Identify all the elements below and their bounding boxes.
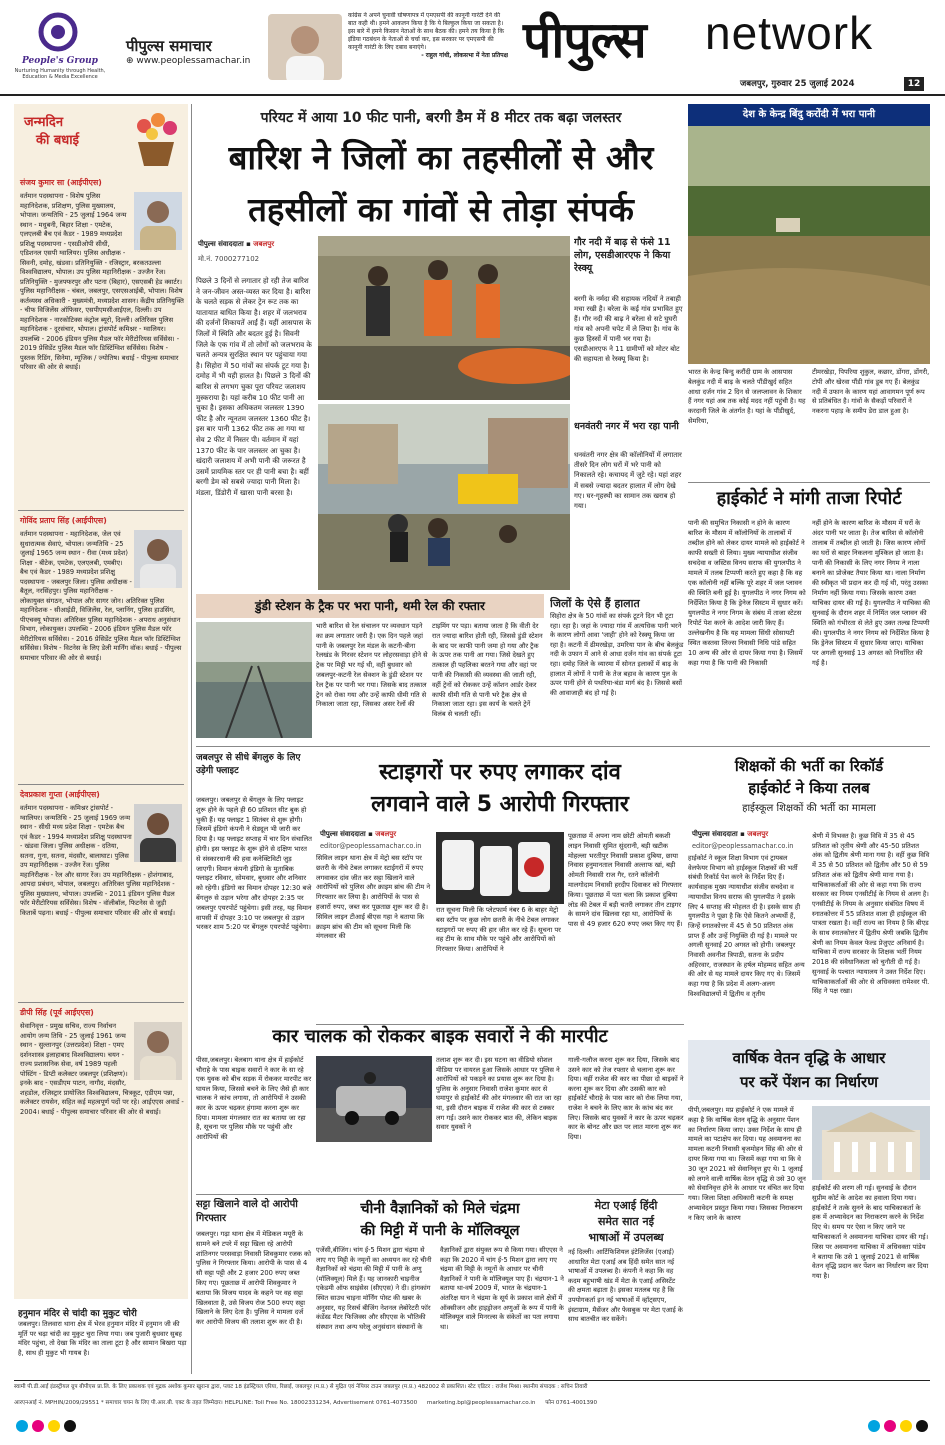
lead-byline-city: जबलपुर <box>253 240 275 248</box>
website-url[interactable]: www.peoplessamachar.in <box>136 56 251 66</box>
center-photo-caption-left: भारत के केन्द्र बिन्दु करौंदी ग्राम के आसपास बेलकुंड नदी में बाढ़ के चलते पौंडीखुर्द सहित आधा दर्जन गांव 2 दिन से जलप्लावन के शिकार हैं नगर यहां अब तक कोई मदद नहीं पहुंची है। यह करदानी जिले के अंतर्गत है। यहां के पौंडीखुर्द, सेमरिया, <box>688 368 806 425</box>
birthday-divider <box>18 1002 184 1003</box>
lead-kicker: परियट में आया 10 फीट पानी, बरगी डैम में 8 मीटर तक बढ़ा जलस्तर <box>260 110 622 126</box>
villages-text: सिहोरा क्षेत्र के 50 गांवों का संपर्क टूटने दिन भी टूटा रहा। रहा है। जहां के ज्यादा गांव में अत्यधिक पानी भरने के कारण लोगों आवा 'जाही' होने को रेस्क्यू किया जा रहा है। कटनी में ढीमरखेड़ा, उमरिया पान के बीच बेलकुंड नदी के उफान में आने से आधा दर्जन गांव का संपर्क टूटा रहा। दमोह जिले के व्यारमा में सोनत इलाकों में बाढ़ के हालात में लोगों ने पानी के तेज बहाव के कारण पुल के ऊपर पानी होने से पथरिया-बंडा मार्ग बंद है। जिससे बसों की आवाजाही बंद हो गई है। <box>550 612 684 697</box>
birthday-person1-body: वर्तमान पदस्थापना - विशेष पुलिस महानिदेशक, प्रशिक्षण, पुलिस मुख्यालय, भोपाल। जन्मतिथि - 25 जुलाई 1964 जन्म स्थान - मधुबनी, बिहार शिक्षा - एमटेक, एलएलबी बैच एवं कैडर - 1989 मध्यप्रदेश प्रशिक्षु पदस्थापना - एसडीओपी सीधी, एडिशनल एसपी ग्वालियर। पुलिस अधीक्षक - सिवनी, दमोह, खंडवा। प्रतिनियुक्ति - रजिस्ट्रार, बरकतउल्ला विश्वविद्यालय, भोपाल। उप पुलिस महानिरीक्षक - उज्जैन रेंज। प्रतिनियुक्ति - मुजफ्फरपुर और पटना (बिहार), एसएसबी हेड क्वार्टर। पुलिस महानिरीक्षक - चंबल, जबलपुर, एसएसआईबी, भोपाल। विशेष कर्तव्यस्थ अधिकारी - मुख्यमंत्री, मध्यप्रदेश शासन। केंद्रीय प्रतिनियुक्ति - चीफ विजिलेंस ऑफिसर, एसपीएमसीआईएल, दिल्ली। उप महानिदेशक - नारकोटिक्स कंट्रोल ब्यूरो, दिल्ली। अतिरिक्त पुलिस महानिदेशक - दूरसंचार, भोपाल। ट्रांसपोर्ट कमिश्नर - ग्वालियर। उपलब्धि - 2006 इंडियन पुलिस मैडल फॉर मेरीटोरियस सर्विसेस। - 2019 प्रेसिडेंट पुलिस मैडल फॉर डिस्टिंग्विश सर्विसेस। विशेष - पुस्तक रिडिंग, सिनेमा, म्यूजिक / ज्योतिष। बधाई - पीपुल्स समाचार परिवार की ओर से बधाई। <box>20 192 184 371</box>
birthday-person1-text <box>20 192 184 508</box>
brand-main: पीपुल्स <box>523 11 646 69</box>
teachers-byline-city: जबलपुर <box>747 830 769 838</box>
biker-col2: तलाश शुरू कर दी। इस घटना का वीडियो सोशल मीडिया पर वायरल हुआ जिसके आधार पर पुलिस ने आरोपियों को पकड़ने का प्रयास शुरू कर दिया है। पुलिस के अनुसार निवासी राजेश कुमार कार से घमापुर से हाईकोर्ट की ओर मंगलवार की रात जा रहा था, इसी दौरान बाइक में राजेश की कार से टक्कर लग गई। उसने कार रोककर बात की, लेकिन बाइक सवार युवकों ने <box>436 1056 562 1132</box>
villages-headline: जिलों के ऐसे हैं हालात <box>550 597 640 610</box>
satta-headline: सट्टा खिलाने वाले दो आरोपी गिरफ्तार <box>196 1199 298 1224</box>
footer-imprint: स्वामी पी.डी.आई इंडस्ट्रीयल ग्रुप बीपीएस प्रा.लि. के लिए प्रकाशक एवं मुद्रक अशोक कुमार खुराना द्वारा, प्लाट 18 इंडस्ट्रियल एरिया, रिछाई, जबलपुर (म.प्र.) से मुद्रित एवं नेपियर टाउन जबलपुर (म.प्र.) 482002 से प्रकाशित। स्टेट एडिटर : राजेश मिश्रा। स्थानीय संपादक : सचिन तिवारी <box>14 1384 588 1390</box>
birthday-header <box>24 112 124 162</box>
teachers-headline-line2: हाईकोर्ट ने किया तलब <box>748 779 870 797</box>
birthday-person3-text <box>20 804 184 1000</box>
railway-track-photo <box>196 622 312 738</box>
footer-divider <box>14 1380 930 1381</box>
satta-text: जबलपुर। गढ़ा थाना क्षेत्र में मेडिकल मयूरी के सामने बने टपरे में सट्टा खिला रहे आरोपी शांतिनगर परसवाड़ा निवासी शिवकुमार रजक को पुलिस ने गिरफ्तार किया। आरोपी के पास से 4 सौ सट्टा पट्टी और 2 हजार 200 रुपए जब्त किए गए। पूछताछ में आरोपी शिवकुमार ने बताया कि विजय यादव के कहने पर वह सट्टा खिलवाता है, उसे विजय रोज 500 रुपए सट्टा खिलाने के लिए देता है। पुलिस ने मामला दर्ज कर आरोपी विजय की तलाश शुरू कर दी है। <box>196 1230 311 1327</box>
railway-headline: डुंडी स्टेशन के ट्रैक पर भरा पानी, थमी रेल की रफ्तार <box>255 599 485 613</box>
moon-col2: वैज्ञानिकों द्वारा संयुक्त रूप से किया गया। सीएएस ने कहा कि 2020 में चांग ई-5 मिशन द्वारा लाए गए चंद्रमा की मिट्टी के नमूनों के आधार पर चीनी वैज्ञानिकों ने पानी के मॉलिक्यूल पाए हैं। चंद्रयान-1 ने बताया था-वर्ष 2009 में, भारत के चंद्रयान-1 अंतरिक्ष यान ने चंद्रमा के सूर्य के प्रकाश वाले क्षेत्रों में ऑक्सीजन और हाइड्रोजन अणुओं के रूप में पानी के मॉलिक्यूल वाले मिनरल्स के संकेतों का पता लगाया था। <box>440 1246 564 1331</box>
group-tagline: Nurturing Humanity through Health, Education & Media Excellence <box>14 68 106 80</box>
birthday-person2-text <box>20 530 184 782</box>
birthday-header-line1: जन्मदिन <box>24 115 64 130</box>
center-photo-title: देश के केन्द्र बिंदु करोंदी में भरा पानी <box>742 109 876 120</box>
flower-basket-icon <box>130 110 182 170</box>
betting-byline-org: पीपुल्स संवाददाता <box>320 830 366 838</box>
dateline: जबलपुर, गुरुवार 25 जुलाई 2024 <box>740 79 855 89</box>
registration-marks <box>14 1418 930 1434</box>
birthday-divider <box>18 510 184 511</box>
biker-headline: कार चालक को रोककर बाइक सवारों ने की मारपीट <box>272 1026 608 1047</box>
teachers-col1: हाईकोर्ट ने स्कूल शिक्षा विभाग एवं ट्रायबल वेलफेयर विभाग को हाईस्कूल शिक्षकों की भर्ती संबंधी रिकॉर्ड पेश करने के निर्देश दिए हैं। कार्यवाहक मुख्य न्यायाधीश संजीव सचदेवा व न्यायाधीश विनय सराफ की युगलपीठ ने इसके लिए 4 सप्ताह की मोहलत दी है। इसके साथ ही युगलपीठ ने पूछा है कि ऐसे कितने अभ्यर्थी हैं, जिन्हें स्नातकोत्तर में 45 से 50 प्रतिशत अंक प्राप्त हैं और उन्हें नियुक्ति दी गई है। मामले पर अगली सुनवाई 20 अगस्त को होगी। जबलपुर निवासी अवनीश त्रिपाठी, सतना के प्रदीप अहिरवार, राजस्थान के हर्षल मोहम्मद सहित अन्य की ओर से यह मामले दायर किए गए थे। जिसमें कहा गया है कि प्रदेश में अलग-अलग विश्वविद्यालयों में द्वितीय व तृतीय <box>688 854 805 998</box>
betting-col2: रात सूचना मिली कि प्लेटफार्म नंबर 6 के बाहर मेट्रो बस स्टॉप पर कुछ लोग छतरी के नीचे टेबल लगाकर स्टाइगरों पर रुपए की हार जीत कर रहे हैं। सूचना पर वह टीम के साथ मौके पर पहुंचे और आरोपियों को गिरफ्तार किया। आरोपियों ने <box>436 906 561 954</box>
biker-scene-photo <box>316 1056 432 1142</box>
masthead <box>0 0 945 96</box>
birthday-person3-body: वर्तमान पदस्थापना - कमिश्नर ट्रांसपोर्ट - ग्वालियर। जन्मतिथि - 25 जुलाई 1969 जन्म स्थान - सीधी मध्य प्रदेश शिक्षा - एमटेक बैच एवं कैडर - 1994 मध्यप्रदेश प्रशिक्षु पदस्थापना - खंडवा जिला। पुलिस अधीक्षक - दतिया, सतना, गुना, सतना, मंदसौर, बालाघाट। पुलिस उप महानिरीक्षक - उज्जैन रेंज। पुलिस महानिरीक्षक - रेल और सागर रेंज। उप महानिरीक्षक - होशंगाबाद, आपदा प्रबंधन, भोपाल, जबलपुर। अतिरिक्त पुलिस महानिदेशक - पुलिस मुख्यालय, भोपाल। उपलब्धि - 2011 इंडियन पुलिस मैडल फॉर मेरीटोरियस सर्विसेस। विशेष - वॉलीबॉल, फिटनेस से जुड़ी किताबें पढ़ना। बधाई - पीपुल्स समाचार परिवार की ओर से बधाई। <box>20 804 175 917</box>
highcourt-building-photo <box>812 1106 930 1180</box>
quote-author: - राहुल गांधी, लोकसभा में नेता प्रतिपक्ष <box>421 52 508 59</box>
gaur-text: बरगी के नर्मदा की सहायक नदियों ने तबाही मचा रखी है। बरेला के कई गांव प्रभावित हुए हैं। गौर नदी की बाढ़ ने बरेला से सटे घुघरी गांव को अपनी चपेट में ले लिया है। गांव के कुछ हिस्सों में पानी भर गया है। एसडीआरएफ ने 11 ग्रामीणों को मोटर बोट की सहायता से रेस्क्यू किया है। <box>574 295 683 363</box>
gaur-title: गौर नदी में बाढ़ से फंसे 11 लोग, एसडीआरएफ ने किया रेस्क्यू <box>574 237 671 274</box>
railway-col1: भारी बारिश से रेल संचालन पर व्यवधान पड़ने का क्रम लगातार जारी है। एक दिन पहले जहां पानी के जबलपुर रेल मंडल के कटनी-बीना रेलखंड के गिरवर स्टेशन पर लोहरसवाड़ा होने से ट्रेक पर मिट्टी भर गई थी, वहीं बुधवार को जबलपुर-कटनी रेल सेक्शन के डुंडी स्टेशन पर रेल ट्रैक पर पानी भर गया। जिसके बाद तत्काल ट्रेन को रोका गया और उन्हें काफी धीमी गति से निकाला जाता रहा, जिसका असर रेलों की <box>316 622 428 709</box>
birthday-person1-name: संजय कुमार सा (आईपीएस) <box>20 178 102 187</box>
teachers-subhead: हाईस्कूल शिक्षकों की भर्ती का मामला <box>742 803 876 814</box>
birthday-person2-name: गोविंद प्रताप सिंह (आईपीएस) <box>20 516 107 525</box>
page-number: 12 <box>904 77 924 91</box>
meta-headline-line3: भाषाओं में उपलब्ध <box>588 1231 664 1244</box>
lead-byline-org: पीपुल्स संवाददाता <box>198 240 244 248</box>
pension-col1: पीपी,जबलपुर। मप्र हाईकोर्ट ने एक मामले में कहा है कि वार्षिक वेतन वृद्धि के अनुसार पेंशन का निर्धारण किया जाए। उक्त निर्देश के साथ ही मामले का पटाक्षेप कर दिया। यह अवमानना का मामला कटनी निवासी बृजमोहन सिंह की ओर से दायर किया गया था। जिसमें कहा गया था कि वे 30 जून 2021 को सेवानिवृत्त हुए थे। 1 जुलाई को लगने वाली वार्षिक वेतन वृद्धि से उसे 30 जून को सेवानिवृत्त होने के आधार पर वंचित कर दिया गया। जिला शिक्षा अधिकारी कटनी के समक्ष अभ्यावेदन प्रस्तुत किया गया। जिसका निराकरण न किए जाने के कारण <box>688 1106 806 1222</box>
birthday-header-line2: की बधाई <box>36 133 80 148</box>
dhanvantari-text: धनवंतरी नगर क्षेत्र की कॉलोनियों में लगातार तीसरे दिन लोग घरों में भरे पानी को निकालते रहे। कचायद में जुटे रहे। यहां शहर में सबसे ज्यादा बदतर हालात में लोग देखे गए। घर-गृहस्थी का सामान तक खराब हो गया। <box>574 451 682 511</box>
flooded-street-photo <box>318 404 570 590</box>
biker-col3: गाली-गलौज करना शुरू कर दिया, जिसके बाद उसने कार को तेज रफ्तार से चलाना शुरू कर दिया। वहीं राजेश की कार का पीछा दो बाइकों ने करना शुरू कर दिया और उसकी कार को हाईकोर्ट चौराहे के पास कार को रोक लिया गया, राजेश ने बचने के लिए कार के कांच बंद कर लिए। जिसके बाद युवकों ने कार के ऊपर चढ़कर कार के बोनट और छत पर लात मारना शुरू कर दिया। <box>568 1056 684 1141</box>
betting-email[interactable]: editor@peoplessamachar.co.in <box>320 842 422 850</box>
teachers-col2: श्रेणी में विभक्त है। कुछ विवि में 35 से 45 प्रतिशत को तृतीय श्रेणी और 45-50 प्रतिशत अंक को द्वितीय श्रेणी माना गया है। वहीं कुछ विवि में 35 से 50 प्रतिशत को द्वितीय और 50 से 59 प्रतिशत अंक को द्वितीय श्रेणी माना गया है। याचिकाकर्ताओं की ओर से कहा गया कि राज्य सरकार का नियम एनसीटीई के नियम से अलग है। एनसीटीई के नियम के अनुसार संबंधित विषय में स्नातकोत्तर में 55 प्रतिशत वाला ही हाईस्कूल की पात्रता रखता है। वहीं राज्य का नियम है कि बीएड के साथ स्नातकोत्तर में द्वितीय श्रेणी जबकि द्वितीय श्रेणी का नियम केवल फेल्ड प्रेजुएट अनिवार्य है। याचिका में राज्य सरकार के शिक्षक भर्ती नियम 2018 की संवैधानिकता को चुनौती दी गई है। सुनवाई के पश्चात न्यायालय ने उक्त निर्देश दिए। याचिकाकर्ताओं की ओर से अधिवक्ता रामेश्वर पी. सिंह ने पक्ष रखा। <box>812 832 930 996</box>
birthday-person4-body: सेवानिवृत्त - प्रमुख सचिव, राज्य निर्वाचन आयोग जन्म तिथि - 25 जुलाई 1961 जन्म स्थान - सुल्तानपुर (उत्तरप्रदेश) शिक्षा - एमए दर्शनशास्त्र इलाहाबाद विश्वविद्यालय। चयन - राज्य प्रशासनिक सेवा, वर्ष 1989 पहली पोस्टिंग - डिप्टी कलेक्टर जबलपुर (प्रशिक्षण)। इनके बाद - एसडीएम पाटन, नागौद, मंदसौर, शहडोल, रजिस्ट्रार प्रायोजित विश्वविद्यालय, चित्रकूट, एडीएम पन्ना, कलेक्टर रायसेन, सहित कई महत्वपूर्ण पदों पर रहे। आईएएस अवार्ड - 2004। बधाई - पीपुल्स समाचार परिवार की ओर से बधाई। <box>20 1022 184 1116</box>
flight-text: जबलपुर। जबलपुर से बेंगलुरु के लिए फ्लाइट शुरू होने के पहले ही 60 प्रतिशत सीट बुक हो चुकी हैं। यह फ्लाइट 1 सितंबर से शुरू होगी। जिसमें इंडिगो कंपनी ने सेड्यूल भी जारी कर दिया है। यह फ्लाइट सप्ताह में चार दिन संचालित होगी। इस फ्लाइट के शुरू होने से दक्षिण भारत से संस्कारधानी की हवा कनेक्टिविटी जुड़ जाएगी। विमान कंपनी इंडिगो के मुताबिक फ्लाइट रविवार, सोमवार, बुधवार और शनिवार को रहेगी। इंडिगो का विमान दोपहर 12:30 बजे बेंगलुरु से उड़ान भरेगा और दोपहर 2:35 पर जबलपुर एयरपोर्ट पहुंचेगा। इसी तरह, यह विमान वापसी में दोपहर 3:10 पर जबलपुर से उड़ान भरकर शाम 5:20 पर बेंगलुरु एयरपोर्ट पहुंचेगा। <box>196 796 312 932</box>
footer-email[interactable]: marketing.bpl@peoplessamachar.co.in <box>426 1400 536 1406</box>
moon-headline-line2: की मिट्टी में पानी के मॉलिक्यूल <box>360 1223 520 1239</box>
betting-byline: पीपुल्स संवाददाता ▪ जबलपुर <box>320 830 397 838</box>
teachers-headline-line1: शिक्षकों की भर्ती का रिकॉर्ड <box>734 757 884 775</box>
footer-registration: आरएनआई नं. MPHIN/2009/29551 * समाचार चयन के लिए पी.आर.बी. एक्ट के तहत जिम्मेदार। HELPLINE: Toll Free No. 18002331234, Advertisement 0761-4073500 <box>14 1400 418 1406</box>
highcourt-headline: हाईकोर्ट ने मांगी ताजा रिपोर्ट <box>716 488 902 509</box>
group-name: People's Group <box>22 56 98 66</box>
column-divider <box>191 104 192 1374</box>
temple-headline: हनुमान मंदिर से चांदी का मुकुट चोरी <box>18 1309 137 1319</box>
temple-text: जबलपुर। तिलवारा थाना क्षेत्र में भेरव हनुमान मंदिर में हनुमान जी की मूर्ति पर चढ़ा चांदी का मुकुट चुरा लिया गया। जब पुजारी बुधवार सुबह मंदिर पहुंचा, तो देखा कि मंदिर का ताला टूटा है और सामान बिखरा पड़ा है, साथ ही मुकुट भी गायब है। <box>18 1320 187 1357</box>
flooded-village-photo <box>688 126 930 364</box>
quote-text: कांग्रेस ने अपने चुनावी घोषणापत्र में एमएसपी की कानूनी गारंटी देने की बात कही थी। हमने आकलन किया है कि ये बिल्कुल किया जा सकता है। इस बारे में हमने किसान नेताओं के साथ बैठक की। हमने तय किया है कि इंडिया गठबंधन के नेताओं से चर्चा कर, इस सरकार पर एमएसपी की कानूनी गारंटी के लिए दबाव बनाएंगे। <box>348 12 504 51</box>
birthday-person4-text <box>20 1022 184 1202</box>
birthday-person3-name: देवप्रकाश गुप्ता (आईपीएस) <box>20 790 100 799</box>
betting-byline-city: जबलपुर <box>375 830 397 838</box>
meta-headline-line2: समेत सात नई <box>597 1215 654 1228</box>
dhanvantari-title: धनवंतरी नगर में भरा रहा पानी <box>574 421 679 432</box>
center-photo-banner <box>688 104 930 126</box>
flight-headline: जबलपुर से सीधे बेंगलुरु के लिए उड़ेगी फ्लाइट <box>196 753 301 776</box>
section-divider <box>196 1194 684 1195</box>
brand-small: पीपुल्स समाचार <box>126 37 212 55</box>
quote-box <box>348 12 508 86</box>
biker-col1: पीसा,जबलपुर। बेलबाग थाना क्षेत्र में हाईकोर्ट चौराहे के पास बाइक सवारों ने कार के सा रहे एक युवक को बीच सड़क में रोककर मारपीट कर घायल किया, जिससे बचने के लिए जैसे ही कार चालक ने कांच लगाया, तो आरोपियों ने उसकी कार के ऊपर चढ़कर हंगामा करना शुरू कर दिया। मामला मंगलवार रात का बताया जा रहा है, सूचना पर पुलिस मौके पर पहुंची और आरोपियों की <box>196 1056 312 1141</box>
footer-bottom-line <box>14 1399 930 1407</box>
betting-col1: सिविल लाइन थाना क्षेत्र में मेट्रो बस स्टॉप पर छतरी के नीचे टेबल लगाकर स्टाईगरों में रुपए लगवाकर दांव जीत कर सट्टा खिलाने वाले आरोपियों को पुलिस और क्राइम ब्रांच की टीम ने गिरफ्तार कर लिया है। आरोपियों के पास से हजारों रुपए, जब्त कर पूछताछ शुरू कर दी है। सिविल लाइन टीआई बीएस गहा ने बताया कि क्राइम ब्रांच की टीम को सूचना मिली कि मंगलवार की <box>316 854 431 941</box>
pension-col2: हाईकोर्ट की शरण ली गई। सुनवाई के दौरान सुप्रीम कोर्ट के आदेश का हवाला दिया गया। हाईकोर्ट ने तत्के सुनने के बाद याचिकाकर्ता के हक में अभ्यावेदन का निराकरण करने के निर्देश दिए थे। समय पर ऐसा न किए जाने पर याचिकाकर्ता ने अवमानना याचिका दायर की गई। जिस पर अवमानना याचिका में अधिवक्ता पांडेय ने बताया कि उसे 1 जुलाई 2021 से वार्षिक वेतन वृद्धि प्रदान कर पेंशन का निर्धारण कर दिया गया है। <box>812 1184 929 1281</box>
teachers-byline-org: पीपुल्स संवाददाता <box>692 830 738 838</box>
flood-rescue-photo <box>318 236 570 400</box>
betting-lottery-photo <box>436 832 564 904</box>
meta-headline-line1: मेटा एआई हिंदी <box>594 1199 658 1212</box>
lead-byline: पीपुल्स संवाददाता ▪ जबलपुर <box>198 240 275 248</box>
website-link[interactable]: ⊕ www.peoplessamachar.in <box>126 56 251 66</box>
brand-network: network <box>705 7 874 59</box>
teachers-byline: पीपुल्स संवाददाता ▪ जबलपुर <box>692 830 769 838</box>
meta-text: नई दिल्ली। आर्टिफिशियल इंटेलिजेंस (एआई) आधारित मेटा एआई अब हिंदी समेत सात नई भाषाओं में उपलब्ध है। कंपनी ने कहा कि वह कदम बहुभाषी खंड में मेटा के एआई असिस्टेंट की क्षमता बढ़ाता है। इसका मतलब यह है कि उपयोगकर्ता इन नई भाषाओं में व्हॉट्सएप, इंस्टाग्राम, मैसेंजर और फेसबुक पर मेटा एआई के साथ बातचीत कर सकेंगे। <box>568 1248 683 1324</box>
teachers-email[interactable]: editor@peoplessamachar.co.in <box>692 842 794 850</box>
birthday-divider <box>18 784 184 785</box>
pension-headline-line2: पर करें पेंशन का निर्धारण <box>740 1073 878 1091</box>
highcourt-col1: पानी की समुचित निकासी न होने के कारण बारिश के मौसम में कॉलोनियों के तालाबों में तब्दील होने को लेकर दायर मामले को हाईकोर्ट ने काफी सख्ती से लिया। मुख्य न्यायाधीश संजीव सचदेवा व जस्टिस विनय सराफ की युगलपीठ ने मामले में तलब टिप्पणी करते हुए कहा है कि वह एक कॉलोनी नहीं बल्कि पूरे शहर में जल प्लावन की स्थिति बनी हुई है। युगलपीठ ने नगर निगम को निर्देशित किया है कि ड्रेनेज सिस्टम में सुधार करें। युगलपीठ ने नगर निगम के संबंध में ताजा स्टेटस रिपोर्ट पेश करने के आदेश जारी किए हैं। उल्लेखनीय है कि यह मामला सिंधी सोसायटी स्थित कस्तवा लिज्स निवासी निधि पांडे सहित 10 अन्य की ओर से दायर किया गया है। जिसमें कहा गया है कि पानी की निकासी <box>688 519 806 667</box>
lead-headline-line2: तहसीलों का गांवों से तोड़ा संपर्क <box>248 190 634 229</box>
betting-col3: पूछताछ में अपना नाम छोटी ओमती बकशी लाइन निवासी सुमित सुंदरानी, बड़ी खटीक मोहल्ला भरतीपुर निवासी प्रकाश दुबिया, छाया निवास हनुमानताल निवासी अल्ताफ खां, बड़ी ओमती निवासी राज गैर, रतने कॉलोनी मालगोदाम निवासी हरदीप दिवाकर को गिरफ्तार किया। पूछताछ में पता चला कि प्रकाश दुबिया लोड की टेबल में बड़ी चतरी लगाकर तीन टाइगर के सामने दांव खिलवा रहा था, आरोपियों के पास से 49 हजार 620 रुपए जब्त किए गए हैं। <box>568 832 683 929</box>
lead-mobile: मो.नं. 7000277102 <box>198 255 260 263</box>
lead-body: पिछले 3 दिनों से लगातार हो रही तेज बारिश ने जन-जीवन अस्त-व्यस्त कर दिया है। बारिश के चलते सड़क से लेकर ट्रेन रूट तक का यातायात बाधित किया है। शहर में जलभराव की दर्जनों शिकायतें आईं हैं। यहीं आसपास के जिलों में स्थिति और बदतर हुई है। सिवनी जिले के एक गांव में तो लोगों को जलभराव के चलते अन्यत्र सुरक्षित स्थान पर पहुंचाया गया है। सिहोरा में 50 गांवों का संपर्क टूट गया है। दमोह में भी यही हालत है। पिछले 3 दिनों की बारिश से लगभग चुका पूरा परियट जलाशय मुस्कराया है। यहां करीब 10 फीट पानी आ चुका है। इसका अधिकतम जलस्तर 1390 फीट है और न्यूनतम जलस्तर 1360 फीट है। इस बार पानी 1362 फीट तक आ गया था सेव 2 फीट में निस्तर पी। वर्तमान में यहां 1370 फीट के पार जलस्तर आ चुका है। खंदारी जलाशय में अभी पानी की जरूरत है उसमें प्रायमिक स्तर पर ही पानी बचा है। बहीं बरगी डेम को सबसे ज्यादा पानी मिला है। मंडला, डिंडोरी में खासा पानी बरसा है। <box>196 276 312 497</box>
birthday-column <box>14 104 188 1299</box>
center-photo-caption-right: टीमरखेड़ा, पिपरिया शुकुल, कछार, डोंगरा, डोंगरी, टोपी और खेरवा पौंडी गांव डूब गए हैं। बेलकुंड नदी में उफान के कारण यहां आवागमन पूर्ण रूप से प्रतिबंधित है। गांवों के सैकड़ों परिवारों ने नकरना पहाड़ के समीप डेरा डाल हुआ है। <box>812 368 930 416</box>
highcourt-col2: नहीं होने के कारण बारिश के मौसम में घरों के अंदर पानी भर जाता है। तेज बारिश से कॉलोनी तालाब में तब्दील हो जाती है। जिस कारण लोगों का घरों से बाहर निकलना मुश्किल हो जाता है। पानी की निकासी के लिए नगर निगम ने नाला बनाने का प्रोजेक्ट तैयार किया था। नाला निर्माण की स्वीकृत भी प्रदान कर दी गई थी, परंतु उसका निर्माण नहीं किया गया। जिसके कारण उक्त याचिका दायर की गई है। युगलपीठ ने याचिका की सुनवाई के दौरान शहर में निर्मित जल प्लावन की स्थिति को गंभीरता से लेते हुए उक्त तल्ख टिप्पणी की। युगलपीठ ने नगर निगम को निर्देशित किया है कि ड्रेनेज सिस्टम में सुधार किया जाए। याचिका पर अगली सुनवाई 13 अगस्त को निर्धारित की गई है। <box>812 519 930 667</box>
lead-headline-line1: बारिश ने जिलों का तहसीलों से और <box>228 138 654 177</box>
birthday-person2-body: वर्तमान पदस्थापना - महानिदेशक, जेल एवं सुधारात्मक सेवाएं, भोपाल। जन्मतिथि - 25 जुलाई 1965 जन्म स्थान - रीवा (मध्य प्रदेश) शिक्षा - बीटेक, एमटेक, एलएलबी, एमबीए। बैच एवं कैडर - 1989 मध्यप्रदेश प्रशिक्षु पदस्थापना - जबलपुर जिला। पुलिस अधीक्षक - बैतूल, नरसिंहपुर। पुलिस महानिरीक्षक - लोकायुक्त संगठन, भोपाल और सागर जोन। अतिरिक्त पुलिस महानिदेशक - सीआईडी, विजिलेंस, रेल, प्लानिंग, पुलिस हाउसिंग, पीएचक्यू भोपाल। अतिरिक्त पुलिस महानिदेशक - अपराध अनुसंधान विभाग, लोकायुक्त। उपलब्धि - 2006 इंडियन पुलिस मैडल फॉर मेरीटोरियस सर्विसेस। - 2016 प्रेसिडेंट पुलिस मैडल फॉर डिस्टिंग्विश सर्विसेस। विशेष - विटनेस के लिए डेली मार्निंग वॉक। बधाई - पीपुल्स समाचार परिवार की ओर से बधाई। <box>20 530 182 662</box>
betting-headline-line2: लगवाने वाले 5 आरोपी गिरफ्तार <box>371 792 629 817</box>
railway-col2: टाइमिंग पर पड़ा। बताया जाता है कि वीती देर रात ज्यादा बारिश होती रही, जिससे डुंडी स्टेशन के बाद पर काफी पानी जमा हो गया और ट्रैक के ऊपर तक पानी आ गया। जिसे देखते हुए तत्काल ही पहलिका बरतने गया और वहां पर पानी की निकासी की व्यवस्था की जाती रही, वहीं ट्रेनों को रोककर उन्हें कॉशन आर्डर देकर काफी धीमी गति से पानी भरे ट्रैक क्षेत्र से निकाला जाता रहा। इस कार्य के चलते ट्रेनें विलंब से चलती रहीं। <box>432 622 543 719</box>
betting-headline-line1: स्टाइगरों पर रुपए लगाकर दांव <box>379 760 621 785</box>
section-divider <box>196 746 930 747</box>
footer-phone: फोन 0761-4001390 <box>545 1400 598 1406</box>
moon-col1: एजेंसी,बीजिंग। चांग ई-5 मिशन द्वारा चंद्रमा से लाए गए मिट्टी के नमूनों का अध्ययन कर रहे चीनी वैज्ञानिकों को चंद्रमा की मिट्टी में पानी के अणु (मॉलिक्यूल) मिले हैं। यह जानकारी चाइनीज एकेडमी ऑफ साइंसेस (सीएएस) ने दी। हांगकांग स्थित साउथ चाइना मॉर्निंग पोस्ट की खबर के अनुसार, यह रिसर्च बीजिंग नेशनल लेबोरेटरी फॉर कंडेंस्ड मैटर फिजिक्स और सीएएस के भौतिकी संस्थान तथा अन्य घरेलू अनुसंधान संस्थानों के <box>316 1246 432 1331</box>
quote-photo <box>268 14 342 80</box>
pension-headline-line1: वार्षिक वेतन वृद्धि के आधार <box>732 1049 886 1067</box>
moon-headline-line1: चीनी वैज्ञानिकों को मिले चंद्रमा <box>360 1201 520 1217</box>
peoples-group-logo <box>30 10 86 60</box>
section-divider <box>688 482 930 483</box>
birthday-person4-name: डीपी सिंह (पूर्व आईएएस) <box>20 1008 94 1017</box>
railway-banner <box>196 594 544 618</box>
